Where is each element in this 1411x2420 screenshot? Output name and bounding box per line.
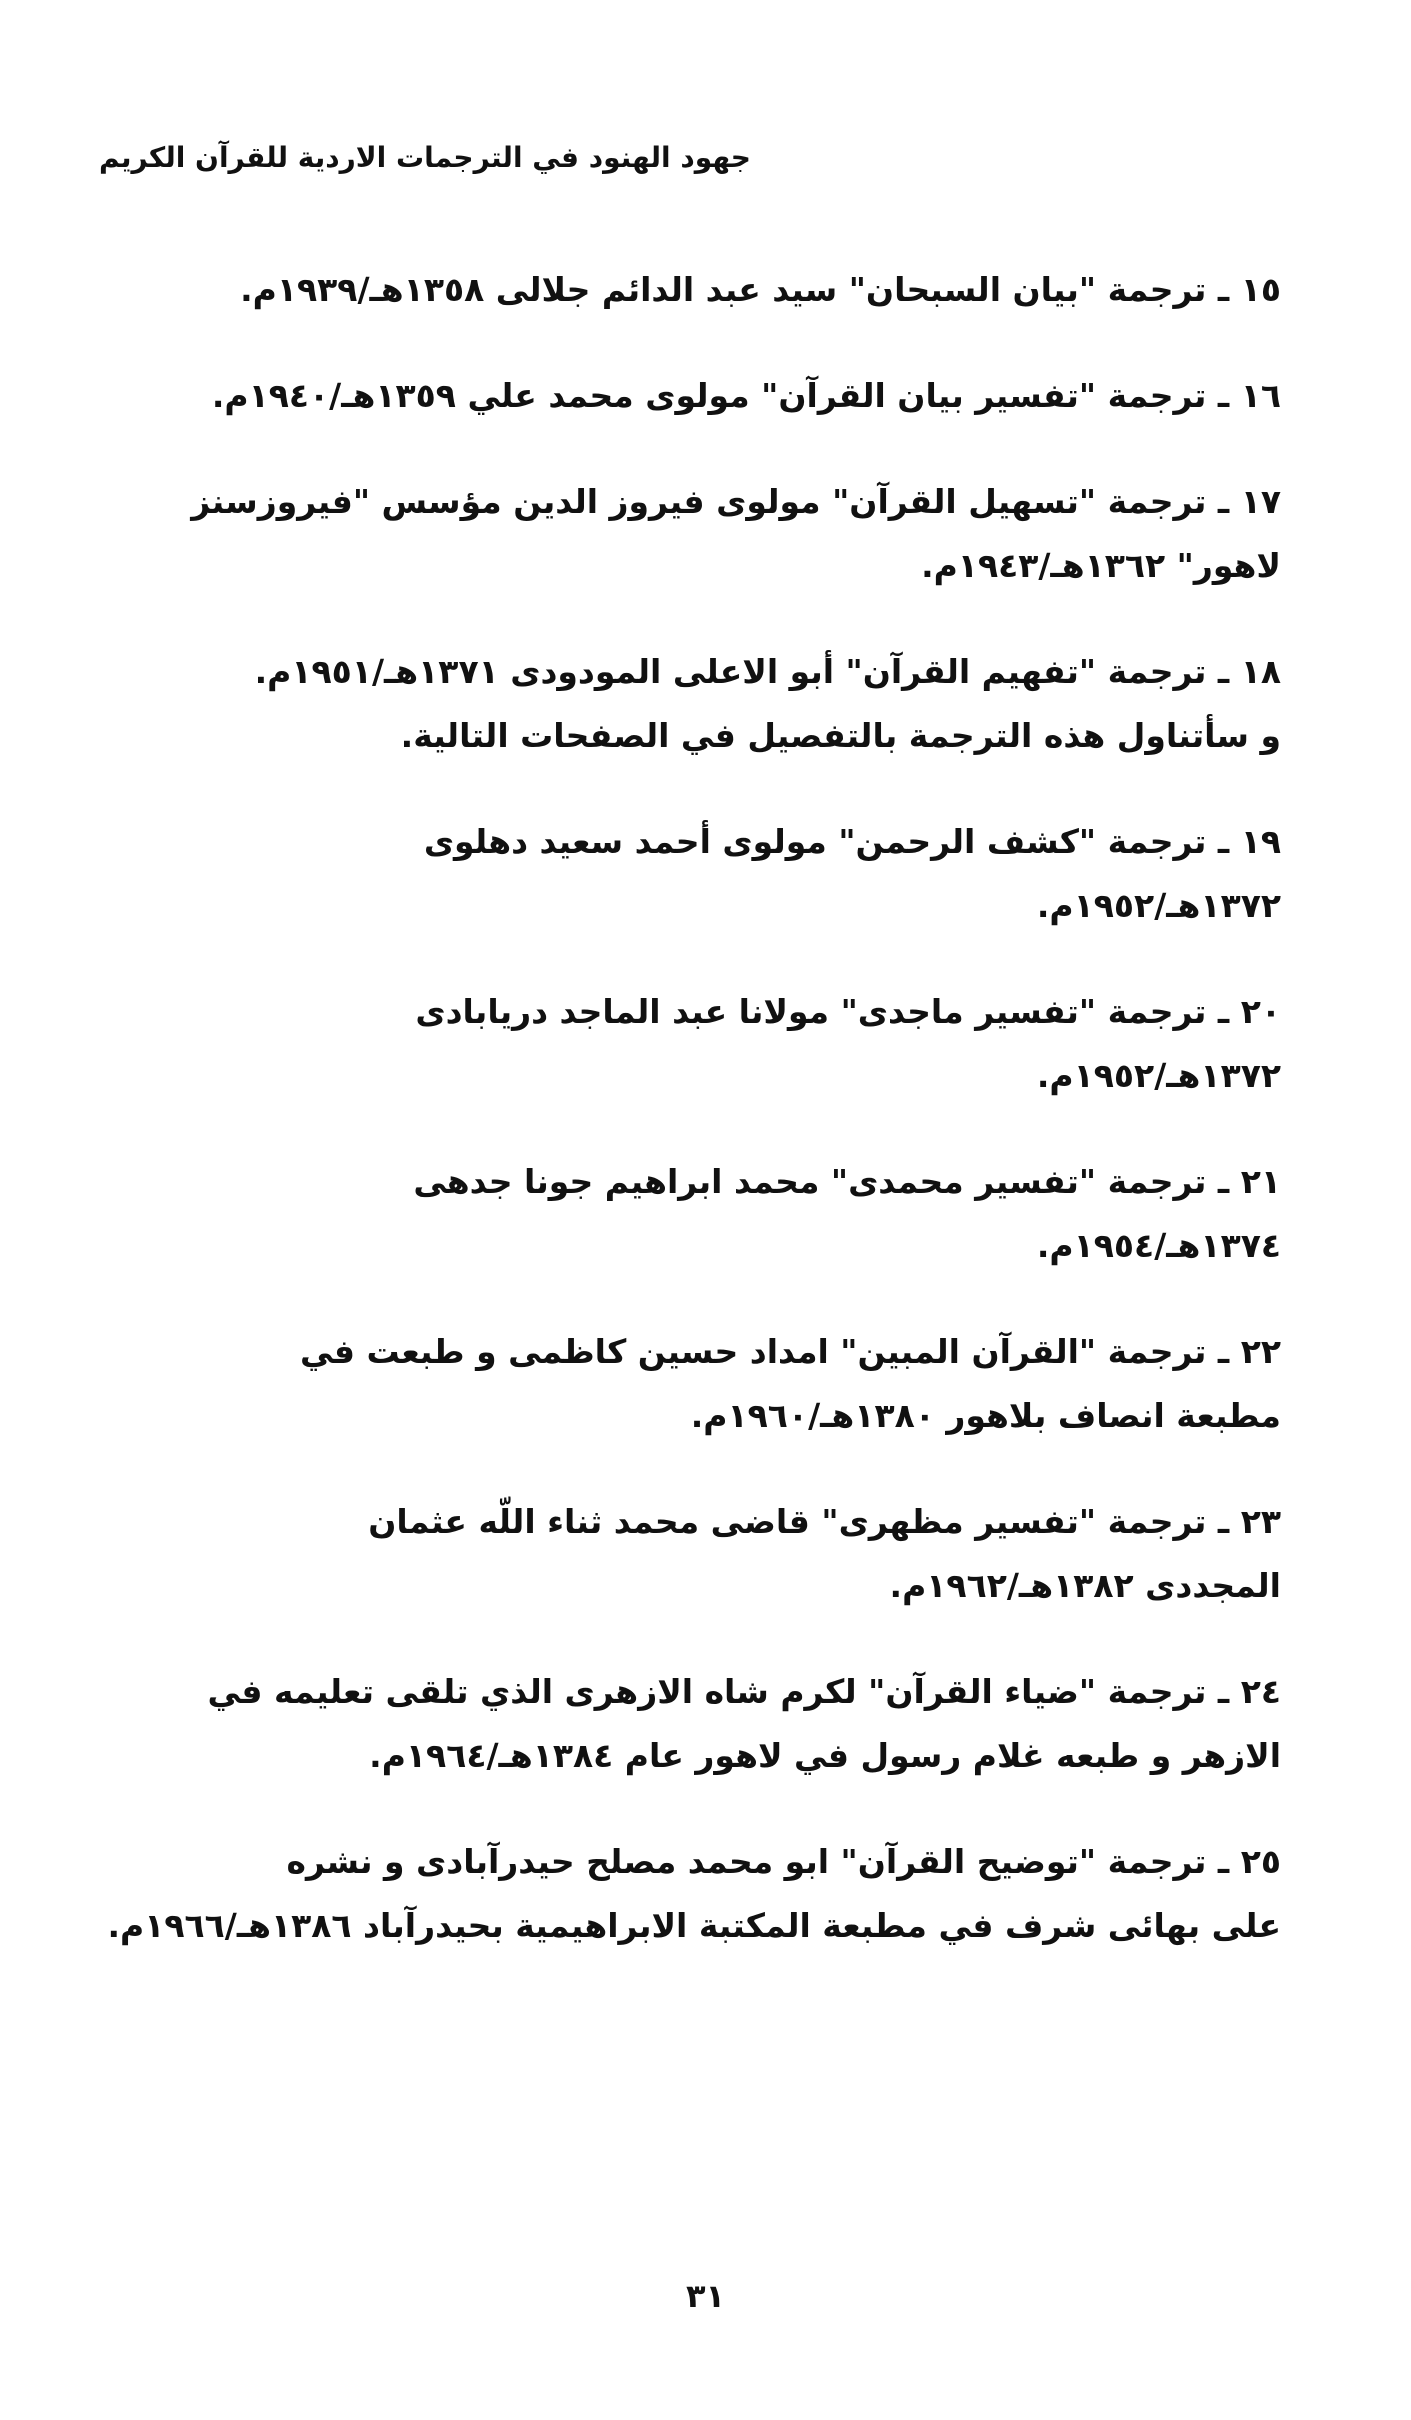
page-number: ٣١ bbox=[685, 2277, 726, 2315]
list-item bbox=[180, 810, 1281, 938]
entry-line: ٢١ ـ ترجمة "تفسير محمدى" محمد ابراهيم جونا جدهى bbox=[413, 1162, 1281, 1201]
entry-line: ١٣٧٤هـ/١٩٥٤م. bbox=[1036, 1226, 1281, 1265]
list-item bbox=[180, 258, 1281, 322]
list-item bbox=[180, 980, 1281, 1108]
entry-line: مطبعة انصاف بلاهور ١٣٨٠هـ/١٩٦٠م. bbox=[690, 1396, 1281, 1435]
list-item bbox=[180, 1320, 1281, 1448]
list-item bbox=[180, 1660, 1281, 1788]
entry-line: ١٣٧٢هـ/١٩٥٢م. bbox=[1036, 886, 1281, 925]
list-item bbox=[180, 470, 1281, 598]
entry-line: ١٥ ـ ترجمة "بيان السبحان" سيد عبد الدائم جلالى ١٣٥٨هـ/١٩٣٩م. bbox=[240, 270, 1281, 309]
entry-line: على بهائى شرف في مطبعة المكتبة الابراهيمية بحيدرآباد ١٣٨٦هـ/١٩٦٦م. bbox=[107, 1906, 1281, 1945]
entry-line: ٢٣ ـ ترجمة "تفسير مظهرى" قاضى محمد ثناء اللّه عثمان bbox=[368, 1502, 1281, 1541]
entry-line: ١٨ ـ ترجمة "تفهيم القرآن" أبو الاعلى المودودى ١٣٧١هـ/١٩٥١م. bbox=[254, 652, 1281, 691]
entry-line: لاهور" ١٣٦٢هـ/١٩٤٣م. bbox=[921, 546, 1281, 585]
list-item bbox=[107, 1830, 1281, 1958]
entry-line: ٢٢ ـ ترجمة "القرآن المبين" امداد حسين كاظمى و طبعت في bbox=[300, 1332, 1281, 1371]
entry-line: ٢٠ ـ ترجمة "تفسير ماجدى" مولانا عبد الماجد دريابادى bbox=[415, 992, 1281, 1031]
entry-line: ٢٥ ـ ترجمة "توضيح القرآن" ابو محمد مصلح حيدرآبادى و نشره bbox=[286, 1842, 1281, 1881]
entry-line: و سأتناول هذه الترجمة بالتفصيل في الصفحات التالية. bbox=[400, 716, 1281, 755]
list-item bbox=[180, 1150, 1281, 1278]
entry-line: ١٣٧٢هـ/١٩٥٢م. bbox=[1036, 1056, 1281, 1095]
list-item bbox=[180, 640, 1281, 768]
entry-line: ١٦ ـ ترجمة "تفسير بيان القرآن" مولوى محمد علي ١٣٥٩هـ/١٩٤٠م. bbox=[211, 376, 1281, 415]
entry-line: ٢٤ ـ ترجمة "ضياء القرآن" لكرم شاه الازهرى الذي تلقى تعليمه في bbox=[207, 1672, 1281, 1711]
list-item bbox=[180, 364, 1281, 428]
entry-line: المجددى ١٣٨٢هـ/١٩٦٢م. bbox=[889, 1566, 1281, 1605]
entry-line: ١٩ ـ ترجمة "كشف الرحمن" مولوى أحمد سعيد دهلوى bbox=[423, 822, 1281, 861]
entry-line: ١٧ ـ ترجمة "تسهيل القرآن" مولوى فيروز الدين مؤسس "فيروزسنز bbox=[191, 482, 1281, 521]
running-header: جهود الهنود في الترجمات الاردية للقرآن الكريم bbox=[99, 141, 751, 174]
entry-line: الازهر و طبعه غلام رسول في لاهور عام ١٣٨٤هـ/١٩٦٤م. bbox=[369, 1736, 1281, 1775]
translation-list bbox=[107, 258, 1281, 2000]
list-item bbox=[180, 1490, 1281, 1618]
